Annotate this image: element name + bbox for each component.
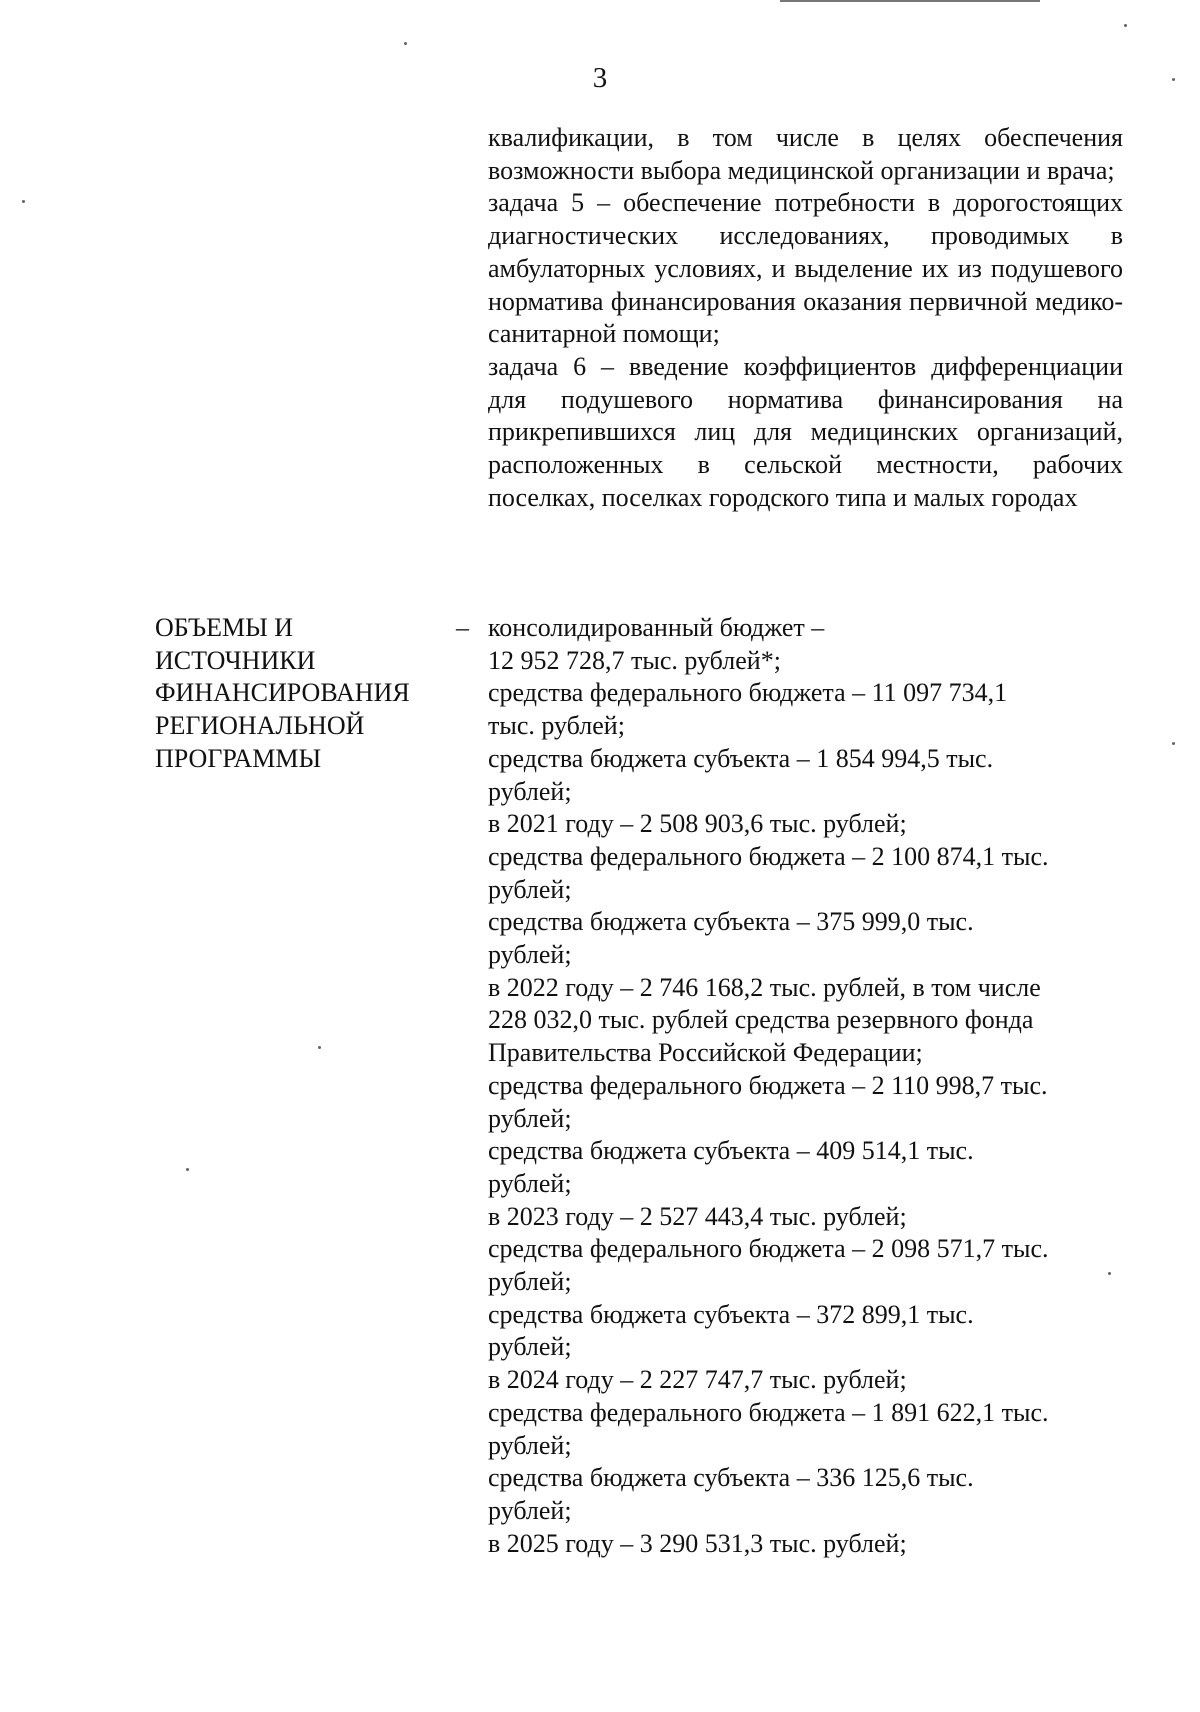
funding-line: Правительства Российской Федерации;: [488, 1038, 923, 1068]
funding-line: 228 032,0 тыс. рублей средства резервного фонда: [488, 1005, 1034, 1035]
task-paragraph: задача 6 – введение коэффициентов дифференциации для подушевого норматива финансирования на прикрепившихся лиц для медицинских организаций, расположенных в сельской местности, рабочих поселках, поселках городского типа и малых городах: [488, 351, 1123, 512]
task-paragraph: задача 5 – обеспечение потребности в дорогостоящих диагностических исследованиях, проводимых в амбулаторных условиях, и выделение их из подушевого норматива финансирования оказания первичной медико-санитарной помощи;: [488, 188, 1123, 349]
funding-line: рублей;: [488, 940, 572, 970]
scan-top-rule: [780, 0, 1040, 2]
funding-line: средства бюджета субъекта – 372 899,1 тыс.: [488, 1299, 974, 1329]
funding-line: в 2025 году – 3 290 531,3 тыс. рублей;: [488, 1528, 907, 1558]
funding-line: в 2021 году – 2 508 903,6 тыс. рублей;: [488, 809, 907, 839]
section-label-line: РЕГИОНАЛЬНОЙ: [155, 711, 365, 741]
section-label-line: ПРОГРАММЫ: [155, 743, 322, 773]
scan-speck: [318, 1046, 321, 1049]
funding-section-label: [155, 612, 455, 776]
funding-line: средства федерального бюджета – 2 100 874,1 тыс.: [488, 841, 1049, 871]
funding-line: средства бюджета субъекта – 336 125,6 тыс.: [488, 1463, 974, 1493]
funding-line: средства бюджета субъекта – 1 854 994,5 тыс.: [488, 743, 994, 773]
funding-line: рублей;: [488, 1168, 572, 1198]
section-dash: –: [456, 613, 469, 642]
tasks-continuation: [488, 122, 1123, 514]
scan-speck: [1124, 24, 1127, 27]
funding-line: рублей;: [488, 776, 572, 806]
scan-speck: [404, 42, 407, 45]
funding-details: [488, 612, 1128, 1560]
task-paragraph: квалификации, в том числе в целях обеспечения возможности выбора медицинской организации и врача;: [488, 123, 1123, 185]
section-label-line: ОБЪЕМЫ И: [155, 613, 294, 642]
funding-line: рублей;: [488, 1103, 572, 1133]
funding-line: рублей;: [488, 1430, 572, 1460]
funding-line: средства федерального бюджета – 2 098 571,7 тыс.: [488, 1234, 1049, 1264]
funding-line: средства бюджета субъекта – 409 514,1 тыс.: [488, 1136, 974, 1166]
funding-line: 12 952 728,7 тыс. рублей*;: [488, 645, 781, 675]
section-label-line: ФИНАНСИРОВАНИЯ: [155, 678, 410, 708]
funding-line: рублей;: [488, 874, 572, 904]
page-number: 3: [592, 62, 608, 94]
funding-line: в 2022 году – 2 746 168,2 тыс. рублей, в том числе: [488, 972, 1041, 1002]
funding-line: средства бюджета субъекта – 375 999,0 тыс.: [488, 907, 974, 937]
funding-line: рублей;: [488, 1495, 572, 1525]
funding-line: рублей;: [488, 1267, 572, 1297]
scan-speck: [22, 200, 25, 203]
section-label-line: ИСТОЧНИКИ: [155, 645, 316, 675]
scan-speck: [1172, 742, 1175, 745]
funding-line: средства федерального бюджета – 1 891 622,1 тыс.: [488, 1397, 1049, 1427]
funding-line: рублей;: [488, 1332, 572, 1362]
funding-line: тыс. рублей;: [488, 711, 625, 741]
funding-line: средства федерального бюджета – 2 110 998,7 тыс.: [488, 1070, 1048, 1100]
funding-line: в 2023 году – 2 527 443,4 тыс. рублей;: [488, 1201, 907, 1231]
funding-line: консолидированный бюджет –: [488, 613, 825, 642]
funding-line: в 2024 году – 2 227 747,7 тыс. рублей;: [488, 1365, 907, 1395]
scan-speck: [186, 1168, 189, 1171]
funding-line: средства федерального бюджета – 11 097 734,1: [488, 678, 1008, 708]
